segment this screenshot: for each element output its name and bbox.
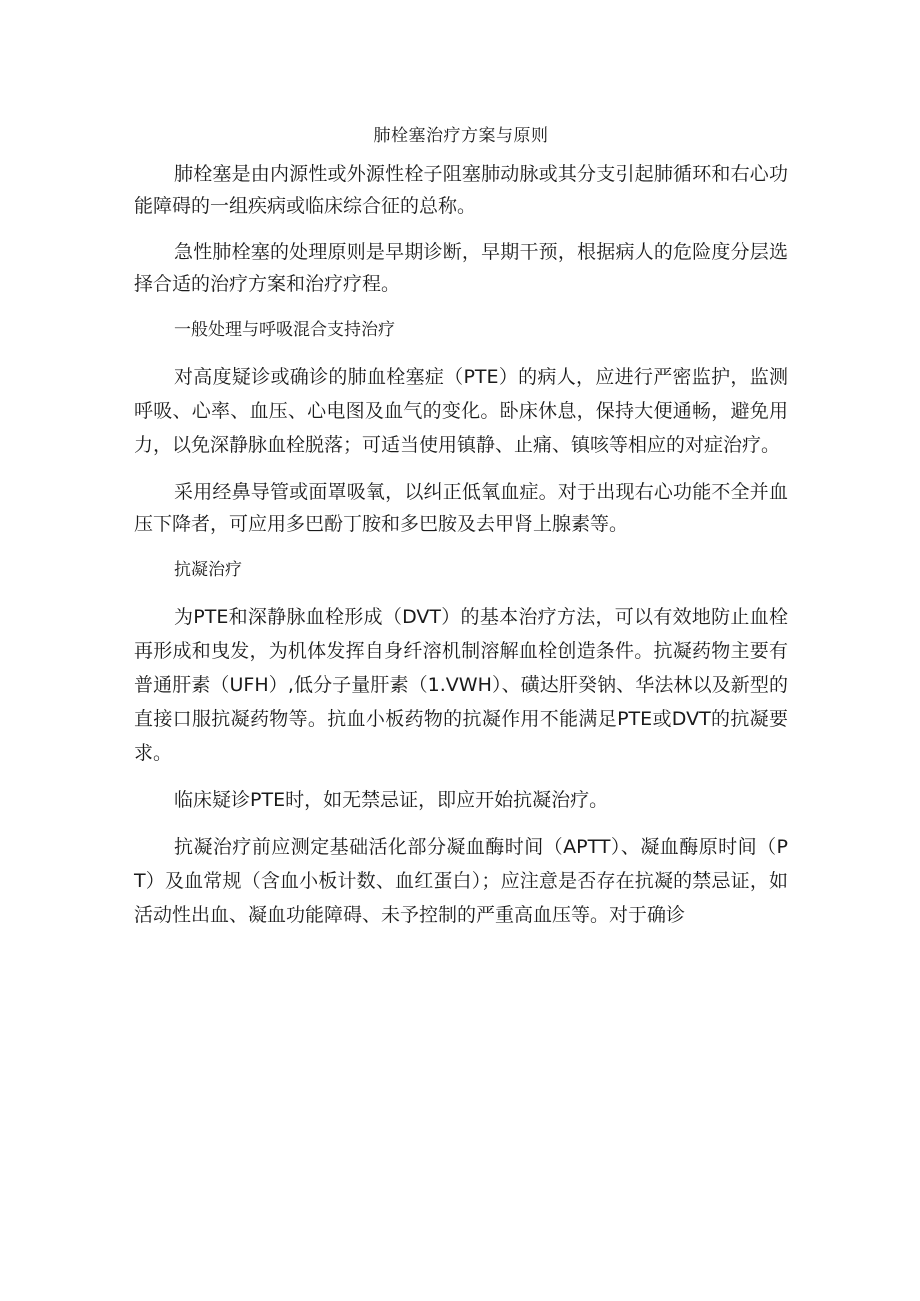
section-heading-general-support: 一般处理与呼吸混合支持治疗 [174,320,395,340]
section-heading-anticoagulation: 抗凝治疗 [174,560,242,580]
paragraph-oxygen: 采用经鼻导管或面罩吸氧，以纠正低氧血症。对于出现右心功能不全并血压下降者，可应用多巴酚丁胺和多巴胺及去甲肾上腺素等。 [134,481,788,535]
paragraph-principles: 急性肺栓塞的处理原则是早期诊断，早期干预，根据病人的危险度分层选择合适的治疗方案和治疗疗程。 [134,241,788,295]
document-body [134,118,788,946]
page-title: 肺栓塞治疗方案与原则 [373,126,549,146]
paragraph-definition: 肺栓塞是由内源性或外源性栓子阻塞肺动脉或其分支引起肺循环和右心功能障碍的一组疾病或临床综合征的总称。 [134,163,788,217]
paragraph-pre-treatment-tests: 抗凝治疗前应测定基础活化部分凝血酶时间（APTT）、凝血酶原时间（PT）及血常规（含血小板计数、血红蛋白）；应注意是否存在抗凝的禁忌证，如活动性出血、凝血功能障碍、未予控制的严重高血压等。对于确诊 [134,836,788,926]
paragraph-suspected-pte: 临床疑诊PTE时，如无禁忌证，即应开始抗凝治疗。 [174,789,609,811]
paragraph-anticoagulation-basics: 为PTE和深静脉血栓形成（DVT）的基本治疗方法，可以有效地防止血栓再形成和曳发，为机体发挥自身纤溶机制溶解血栓创造条件。抗凝药物主要有普通肝素（UFH）,低分子量肝素（1.VWH）、磺达肝癸钠、华法林以及新型的直接口服抗凝药物等。抗血小板药物的抗凝作用不能满足PTE或DVT的抗凝要求。 [134,606,788,764]
paragraph-monitoring: 对高度疑诊或确诊的肺血栓塞症（PTE）的病人，应进行严密监护，监测呼吸、心率、血压、心电图及血气的变化。卧床休息，保持大便通畅，避免用力，以免深静脉血栓脱落；可适当使用镇静、止痛、镇咳等相应的对症治疗。 [134,366,788,456]
